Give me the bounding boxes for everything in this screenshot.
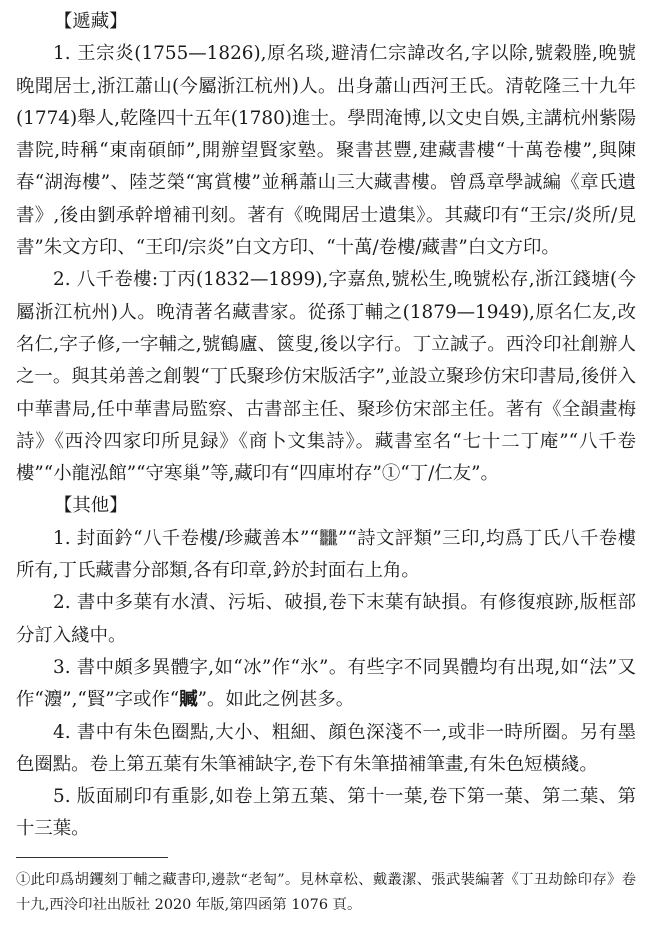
section-heading-provenance: 【遞藏】 <box>54 11 128 32</box>
other-item-2: 2. 書中多葉有水漬、污垢、破損,卷下末葉有缺損。有修復痕跡,版框部分訂入綫中。 <box>16 592 636 646</box>
variant-character: 𧷢 <box>179 689 198 711</box>
other-item-3-tail: ”。如此之例甚多。 <box>197 689 355 711</box>
other-item-4: 4. 書中有朱色圈點,大小、粗細、顔色深淺不一,或非一時所圈。另有墨色圈點。卷上第五葉有朱筆補缺字,卷下有朱筆描補筆畫,有朱色短橫綫。 <box>16 721 636 775</box>
other-item-3-text: 3. 書中頗多異體字,如“冰”作“氷”。有些字不同異體均有出現,如“法”又作“灋”,“賢”字或作“ <box>16 656 636 711</box>
footnote-divider <box>16 857 168 858</box>
provenance-item-1: 1. 王宗炎(1755—1826),原名琰,避清仁宗諱改名,字以除,號穀塍,晚號晚聞居士,浙江蕭山(今屬浙江杭州)人。出身蕭山西河王氏。清乾隆三十九年(1774)舉人,乾隆四十五年(1780)進士。學問淹博,以文史自娛,主講杭州紫陽書院,時稱“東南碩師”,開辦望賢家塾。聚書甚豐,建藏書樓“十萬卷樓”,與陳春“湖海樓”、陸芝榮“寓賞樓”並稱蕭山三大藏書樓。曾爲章學誠編《章氏遺書》,後由劉承幹增補刊刻。著有《晚聞居士遺集》。其藏印有“王宗/炎所/見書”朱文方印、“王印/宗炎”白文方印、“十萬/卷樓/藏書”白文方印。 <box>16 43 636 259</box>
section-heading-other: 【其他】 <box>54 495 128 517</box>
provenance-item-2: 2. 八千卷樓:丁丙(1832—1899),字嘉魚,號松生,晚號松存,浙江錢塘(今屬浙江杭州)人。晚清著名藏書家。從孫丁輔之(1879—1949),原名仁友,改名仁,字子修,一字輔之,號鶴廬、篋叟,後以字行。丁立誠子。西泠印社創辦人之一。與其弟善之創製“丁氏聚珍仿宋版活字”,並設立聚珍仿宋印書局,後併入中華書局,任中華書局監察、古書部主任、聚珍仿宋部主任。著有《全韻畫梅詩》《西泠四家印所見録》《商卜文集詩》。藏書室名“七十二丁庵”“八千卷樓”“小龍泓館”“守寒巢”等,藏印有“四庫坿存”①“丁/仁友”。 <box>16 269 636 485</box>
main-text <box>16 6 636 846</box>
footnote-text: ①此印爲胡钁刻丁輔之藏書印,邊款“老匋”。見林章松、戴叢潔、張武裝編著《丁丑劫餘印存》卷十九,西泠印社出版社 2020 年版,第四函第 1076 頁。 <box>16 872 636 913</box>
other-item-5: 5. 版面刷印有重影,如卷上第五葉、第十一葉,卷下第一葉、第二葉、第十三葉。 <box>16 786 636 840</box>
other-item-3 <box>16 652 636 717</box>
other-item-1: 1. 封面鈐“八千卷樓/珍藏善本”“𪚥”“詩文評類”三印,均爲丁氏八千卷樓所有,丁氏藏書分部類,各有印章,鈐於封面右上角。 <box>16 527 636 582</box>
footnote <box>16 868 636 918</box>
